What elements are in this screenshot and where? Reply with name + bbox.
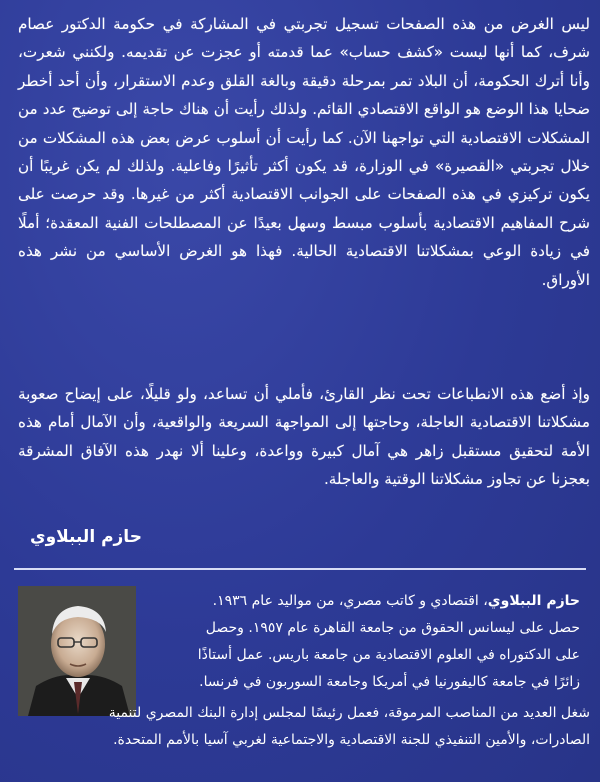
bio-line-2: حصل على ليسانس الحقوق من جامعة القاهرة عام ١٩٥٧. وحصل [205, 620, 580, 636]
divider-line [14, 568, 586, 570]
author-photo [18, 586, 136, 716]
bio-line-3: على الدكتوراه في العلوم الاقتصادية من جامعة باريس. عمل أستاذًا [197, 647, 580, 663]
intro-paragraph-2: وإذ أضع هذه الانطباعات تحت نظر القارئ، فأملي أن تساعد، ولو قليلًا، على إيضاح صعوبة مشكلاتنا الاقتصادية العاجلة، وحاجتها إلى المواجهة السريعة والواقعية، وأن الآمال أمام هذه الأمة لتحقيق مستقبل زاهر هي آمال كبيرة وواعدة، وعلينا ألا نهدر هذه الآفاق المشرقة بعجزنا عن تجاوز مشكلاتنا الوقتية والعاجلة. [18, 385, 590, 489]
bio-line-5: شغل العديد من المناصب المرموقة، فعمل رئيسًا لمجلس إدارة البنك المصري لتنمية [108, 705, 590, 721]
author-signature: حازم الببلاوي [30, 527, 142, 547]
bio-line-1-text: ، اقتصادي و كاتب مصري، من مواليد عام ١٩٣٦. [212, 593, 488, 609]
bio-author-name: حازم الببلاوي [487, 593, 580, 609]
bio-line-1 [148, 588, 580, 615]
author-portrait-icon [18, 586, 136, 716]
bio-line-6: الصادرات، والأمين التنفيذي للجنة الاقتصادية والاجتماعية لغربي آسيا بالأمم المتحدة. [113, 732, 590, 748]
bio-line-4: زائرًا في جامعة كاليفورنيا في أمريكا وجامعة السوربون في فرنسا. [199, 674, 580, 690]
intro-paragraph-1: ليس الغرض من هذه الصفحات تسجيل تجربتي في المشاركة في حكومة الدكتور عصام شرف، كما أنها ليست «كشف حساب» عما قدمته أو عجزت عن تقديمه. ولكنني شعرت، وأنا أترك الحكومة، أن البلاد تمر بمرحلة دقيقة وبالغة القلق وعدم الاستقرار، وأن أحد أخطر ضحايا هذا الوضع هو الواقع الاقتصادي القائم. ولذلك رأيت أن هناك حاجة إلى توضيح عدد من المشكلات الاقتصادية التي تواجهنا الآن. كما رأيت أن أسلوب عرض بعض هذه المشكلات من خلال تجربتي «القصيرة» في الوزارة، قد يكون أكثر تأثيرًا وفاعلية. ولذلك لم يكن غريبًا أن يكون تركيزي في هذه الصفحات على الجوانب الاقتصادية أكثر من غيرها. وقد حرصت على شرح المفاهيم الاقتصادية بأسلوب مبسط وسهل بعيدًا عن المصطلحات الفنية المعقدة؛ أملًا في زيادة الوعي بمشكلاتنا الاقتصادية الحالية. فهذا هو الغرض الأساسي من نشر هذه الأوراق. [18, 15, 590, 289]
